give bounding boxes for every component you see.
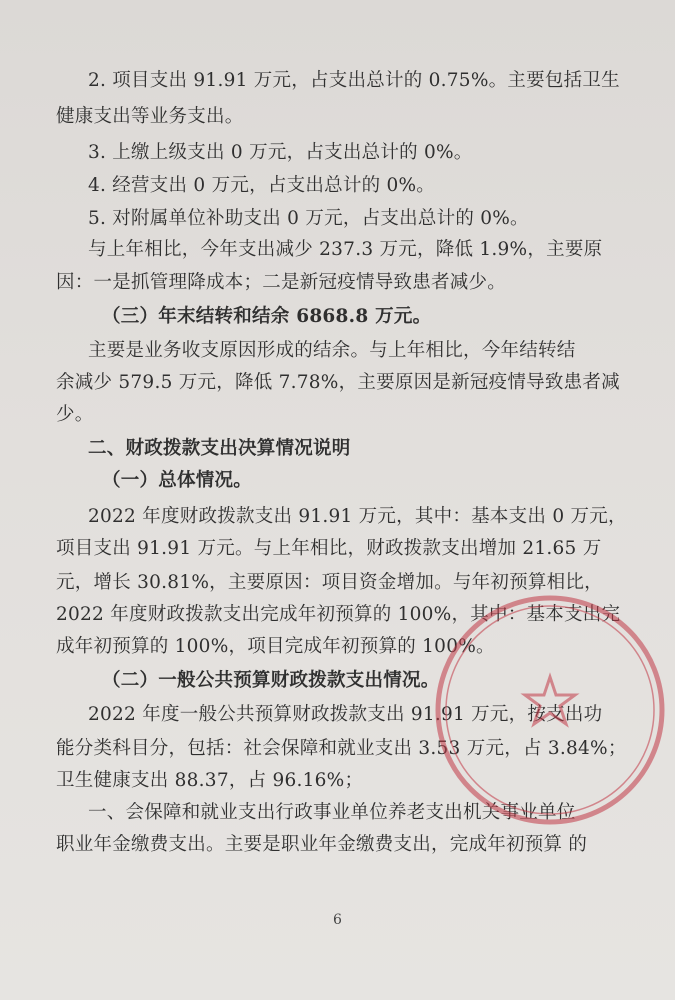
section-heading: （二）一般公共预算财政拨款支出情况。 <box>102 670 440 691</box>
text-line: 2. 项目支出 91.91 万元，占支出总计的 0.75%。主要包括卫生 <box>88 70 620 91</box>
text-line: 健康支出等业务支出。 <box>56 106 244 127</box>
text-line: 余减少 579.5 万元，降低 7.78%，主要原因是新冠疫情导致患者减 <box>56 372 620 393</box>
section-heading: （一）总体情况。 <box>102 470 253 491</box>
text-line: 元，增长 30.81%，主要原因：项目资金增加。与年初预算相比， <box>56 572 603 593</box>
text-line: 一、会保障和就业支出行政事业单位养老支出机关事业单位 <box>88 802 576 823</box>
text-line: 5. 对附属单位补助支出 0 万元，占支出总计的 0%。 <box>88 208 529 229</box>
text-line: 卫生健康支出 88.37，占 96.16%； <box>56 770 364 791</box>
text-line: 少。 <box>56 404 94 425</box>
text-line: 2022 年度一般公共预算财政拨款支出 91.91 万元，按支出功 <box>88 704 603 725</box>
text-line: 项目支出 91.91 万元。与上年相比，财政拨款支出增加 21.65 万 <box>56 538 602 559</box>
section-heading: （三）年末结转和结余 6868.8 万元。 <box>102 306 432 327</box>
text-line: 2022 年度财政拨款支出完成年初预算的 100%，其中：基本支出完 <box>56 604 621 625</box>
page-number: 6 <box>333 912 342 928</box>
text-line: 2022 年度财政拨款支出 91.91 万元，其中：基本支出 0 万元， <box>88 506 627 527</box>
text-line: 成年初预算的 100%，项目完成年初预算的 100%。 <box>56 636 495 657</box>
text-line: 职业年金缴费支出。主要是职业年金缴费支出，完成年初预算 的 <box>56 834 588 855</box>
text-line: 4. 经营支出 0 万元，占支出总计的 0%。 <box>88 175 436 196</box>
text-line: 与上年相比，今年支出减少 237.3 万元，降低 1.9%，主要原 <box>88 239 603 260</box>
text-line: 因：一是抓管理降成本；二是新冠疫情导致患者减少。 <box>56 272 507 293</box>
text-line: 能分类科目分，包括：社会保障和就业支出 3.53 万元，占 3.84%； <box>56 738 627 759</box>
chapter-heading: 二、财政拨款支出决算情况说明 <box>88 438 351 459</box>
text-line: 3. 上缴上级支出 0 万元，占支出总计的 0%。 <box>88 142 473 163</box>
text-line: 主要是业务收支原因形成的结余。与上年相比，今年结转结 <box>88 340 576 361</box>
